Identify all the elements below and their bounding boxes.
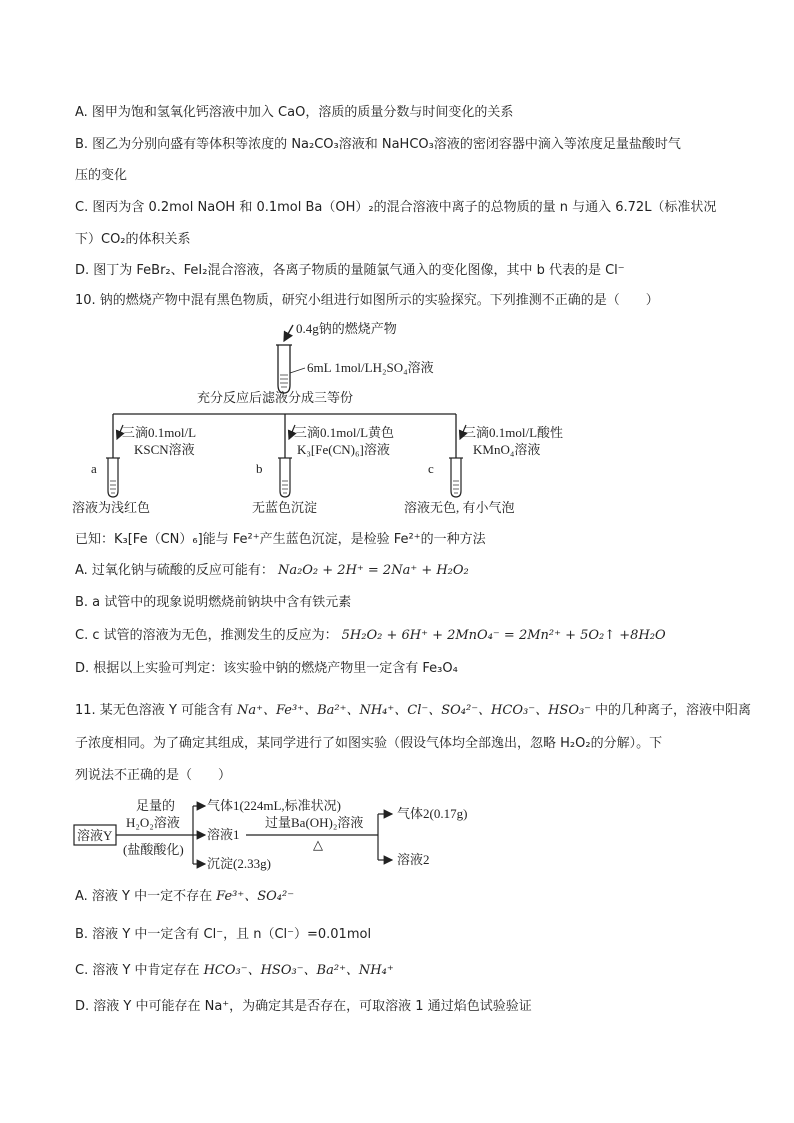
q10-split-label: 充分反应后滤液分成三等份: [197, 390, 354, 405]
q11-option-a-ions: Fe³⁺、SO₄²⁻: [216, 889, 295, 904]
reagent2-label: 过量Ba(OH)₂溶液: [265, 815, 364, 830]
q10-known-info: 已知：K₃[Fe（CN）₆]能与 Fe²⁺产生蓝色沉淀，是检验 Fe²⁺的一种方法: [75, 532, 486, 547]
b-reagent-line1: 三滴0.1mol/L黄色: [294, 425, 395, 440]
q11-stem-line3: 列说法不正确的是（ ）: [75, 768, 232, 783]
test-tube-b: [278, 458, 292, 497]
reagent-line3: (盐酸酸化): [123, 842, 184, 857]
tube-a-label: a: [91, 461, 97, 476]
q9-option-c-line1: C. 图丙为含 0.2mol NaOH 和 0.1mol Ba（OH）₂的混合溶液中离子的总物质的量 n 与通入 6.72L（标准状况: [75, 200, 717, 215]
c-result: 溶液无色, 有小气泡: [404, 500, 515, 515]
solution1-label: 溶液1: [207, 827, 240, 842]
reagent-line2: H₂O₂溶液: [126, 815, 180, 830]
q9-option-d: D. 图丁为 FeBr₂、FeI₂混合溶液，各离子物质的量随氯气通入的变化图像，其中 b 代表的是 Cl⁻: [75, 263, 625, 278]
q10-option-b: B. a 试管中的现象说明燃烧前钠块中含有铁元素: [75, 595, 352, 610]
solution-y-label: 溶液Y: [77, 828, 113, 843]
solution2-label: 溶液2: [397, 852, 430, 867]
q11-option-c-ions: HCO₃⁻、HSO₃⁻、Ba²⁺、NH₄⁺: [203, 963, 394, 978]
precipitate-label: 沉淀(2.33g): [207, 856, 271, 871]
q11-option-a: A. 溶液 Y 中一定不存在 Fe³⁺、SO₄²⁻: [75, 889, 295, 904]
q10-option-c-equation: 5H₂O₂ + 6H⁺ + 2MnO₄⁻ = 2Mn²⁺ + 5O₂↑ +8H₂O: [341, 628, 666, 643]
q10-option-d: D. 根据以上实验可判定：该实验中钠的燃烧产物里一定含有 Fe₃O₄: [75, 661, 458, 676]
c-reagent-line2: KMnO₄溶液: [473, 442, 541, 457]
q9-option-c-line2: 下）CO₂的体积关系: [75, 232, 191, 247]
tube-c-label: c: [428, 461, 434, 476]
test-tube-a: [106, 458, 120, 497]
test-tube-c: [449, 458, 463, 497]
q10-option-a: A. 过氧化钠与硫酸的反应可能有： Na₂O₂ + 2H⁺ = 2Na⁺ + H₂O₂: [75, 563, 469, 578]
q10-stem: 10. 钠的燃烧产物中混有黑色物质，研究小组进行如图所示的实验探究。下列推测不正确的是（ ）: [75, 293, 659, 308]
q9-option-b-line1: B. 图乙为分别向盛有等体积等浓度的 Na₂CO₃溶液和 NaHCO₃溶液的密闭容器中滴入等浓度足量盐酸时气: [75, 137, 681, 152]
a-reagent-line1: 三滴0.1mol/L: [122, 425, 197, 440]
q10-option-a-equation: Na₂O₂ + 2H⁺ = 2Na⁺ + H₂O₂: [277, 563, 469, 578]
q9-option-b-line2: 压的变化: [75, 168, 128, 183]
reagent-line1: 足量的: [136, 798, 176, 813]
q11-flow-diagram: [0, 792, 794, 882]
a-result: 溶液为浅红色: [72, 500, 151, 515]
tube-b-label: b: [256, 461, 263, 476]
q11-ion-list: Na⁺、Fe³⁺、Ba²⁺、NH₄⁺、Cl⁻、SO₄²⁻、HCO₃⁻、HSO₃⁻: [237, 703, 592, 718]
c-reagent-line1: 三滴0.1mol/L酸性: [463, 425, 564, 440]
a-reagent-line2: KSCN溶液: [134, 442, 195, 457]
q11-stem-line1: 11. 某无色溶液 Y 可能含有 Na⁺、Fe³⁺、Ba²⁺、NH₄⁺、Cl⁻、SO₄²⁻、HCO₃⁻、HSO₃⁻ 中的几种离子，溶液中阳离: [75, 703, 752, 718]
heat-symbol: △: [313, 837, 323, 852]
gas1-label: 气体1(224mL,标准状况): [207, 798, 341, 813]
q10-option-c: C. c 试管的溶液为无色，推测发生的反应为： 5H₂O₂ + 6H⁺ + 2MnO₄⁻ = 2Mn²⁺ + 5O₂↑ +8H₂O: [75, 628, 666, 643]
q10-top-label: 0.4g钠的燃烧产物: [296, 321, 397, 336]
main-test-tube: [276, 345, 292, 393]
q10-acid-label: 6mL 1mol/LH₂SO₄溶液: [307, 360, 434, 375]
gas2-label: 气体2(0.17g): [397, 806, 468, 821]
q11-stem-line2: 子浓度相同。为了确定其组成，某同学进行了如图实验（假设气体均全部逸出，忽略 H₂O₂的分解）。下: [75, 736, 663, 751]
b-result: 无蓝色沉淀: [252, 500, 318, 515]
q10-experiment-diagram: [0, 313, 794, 528]
q11-option-b: B. 溶液 Y 中一定含有 Cl⁻，且 n（Cl⁻）=0.01mol: [75, 927, 372, 942]
q9-option-a: A. 图甲为饱和氢氧化钙溶液中加入 CaO，溶质的质量分数与时间变化的关系: [75, 105, 514, 120]
b-reagent-line2: K₃[Fe(CN)₆]溶液: [297, 442, 390, 457]
q11-option-d: D. 溶液 Y 中可能存在 Na⁺，为确定其是否存在，可取溶液 1 通过焰色试验验证: [75, 999, 532, 1014]
q11-option-c: C. 溶液 Y 中肯定存在 HCO₃⁻、HSO₃⁻、Ba²⁺、NH₄⁺: [75, 963, 394, 978]
